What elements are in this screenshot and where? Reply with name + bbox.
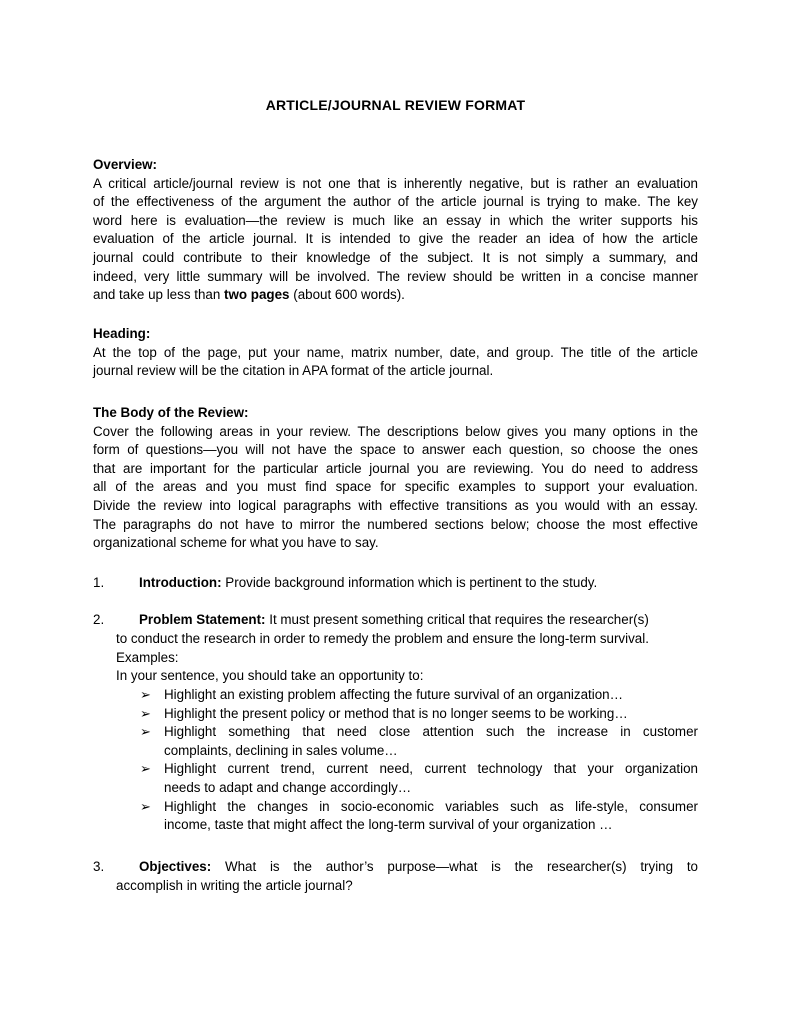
heading-line-2: journal review will be the citation in APA format of the article journal. (93, 363, 494, 379)
list-item (138, 705, 698, 724)
body-line-7: organizational scheme for what you have to say. (93, 535, 379, 551)
overview-line-3: word here is evaluation—the review is much like an essay in which the writer supports his (93, 212, 698, 228)
heading-section (93, 325, 698, 381)
body-line-1: Cover the following areas in your review. The descriptions below gives you many options in the (93, 423, 698, 439)
body-line-5: Divide the review into logical paragraphs with effective transitions as you would with an essay. (93, 497, 698, 513)
bullet-line: income, taste that might affect the long-term survival of your organization … (164, 817, 613, 833)
item-number: 2. (93, 612, 105, 627)
body-line-6: The paragraphs do not have to mirror the numbered sections below; choose the most effective (93, 516, 698, 532)
heading-line-1: At the top of the page, put your name, matrix number, date, and group. The title of the article (93, 344, 698, 360)
body-section (93, 404, 698, 553)
document-title: ARTICLE/JOURNAL REVIEW FORMAT (265, 97, 526, 113)
bullet-line: needs to adapt and change accordingly… (164, 779, 412, 795)
problem-statement-continuation (116, 630, 698, 686)
arrowhead-bullet-icon: ➢ (140, 705, 151, 721)
problem-cont-line-1: to conduct the research in order to remedy the problem and ensure the long-term survival. (116, 631, 649, 646)
item-body (139, 611, 649, 630)
list-item (138, 723, 698, 760)
item-number: 3. (93, 859, 105, 874)
body-line-3: that are important for the particular article journal you are reviewing. You do need to address (93, 460, 698, 476)
arrowhead-bullet-icon: ➢ (140, 798, 151, 814)
overview-last-pre: and take up less than (93, 287, 225, 303)
item-label: Problem Statement: (139, 612, 266, 627)
objectives-continuation (116, 877, 698, 896)
problem-cont-line-2: Examples: (116, 649, 179, 665)
bullet-line: Highlight the changes in socio-economic variables such as life-style, consumer (164, 798, 698, 814)
item-label: Introduction (139, 575, 218, 590)
bullet-line: Highlight current trend, current need, current technology that your organization (164, 761, 698, 777)
overview-section (93, 156, 698, 305)
overview-line-1: A critical article/journal review is not one that is inherently negative, but is rather an evaluation (93, 175, 698, 191)
overview-heading: Overview: (93, 157, 158, 172)
objectives-cont-line-1: accomplish in writing the article journal? (116, 878, 353, 893)
overview-line-2: of the effectiveness of the argument the author of the article journal is trying to make. The key (93, 194, 698, 210)
arrowhead-bullet-icon: ➢ (140, 687, 151, 702)
arrowhead-bullet-icon: ➢ (140, 761, 151, 777)
bullet-line: Highlight something that need close attention such the increase in customer (164, 724, 698, 740)
list-item (138, 686, 698, 705)
problem-bullet-list (138, 686, 698, 835)
item-body (139, 858, 698, 877)
bullet-line: Highlight an existing problem affecting the future survival of an organization… (164, 687, 624, 702)
overview-line-4: evaluation of the article journal. It is intended to give the reader an idea of how the article (93, 231, 698, 247)
item-text: It must present something critical that requires the researcher(s) (265, 612, 649, 627)
list-item (138, 798, 698, 835)
problem-cont-line-3: In your sentence, you should take an opportunity to: (116, 668, 424, 684)
body-line-4: all of the areas and you must find space for specific examples to support your evaluation. (93, 479, 698, 495)
item-label: Objectives: (139, 859, 212, 874)
item-body (139, 574, 597, 593)
item-text: What is the author’s purpose—what is the researcher(s) trying to (211, 859, 698, 874)
bullet-line: complaints, declining in sales volume… (164, 742, 398, 758)
overview-last-post: (about 600 words). (289, 287, 405, 303)
item-number: 1. (93, 575, 105, 590)
list-item (138, 760, 698, 797)
overview-last-bold: two pages (224, 287, 290, 303)
bullet-line: Highlight the present policy or method that is no longer seems to be working… (164, 705, 628, 721)
overview-line-6: indeed, very little summary will be involved. The review should be written in a concise manner (93, 268, 698, 284)
item-label-colon: : (217, 575, 222, 590)
overview-line-7 (93, 286, 698, 305)
heading-section-heading: Heading: (93, 326, 151, 341)
body-section-heading: The Body of the Review: (93, 405, 249, 420)
arrowhead-bullet-icon: ➢ (140, 724, 151, 740)
item-text: Provide background information which is pertinent to the study. (221, 575, 598, 590)
body-line-2: form of questions—you will not have the space to answer each question, so choose the ones (93, 442, 698, 458)
overview-line-5: journal could contribute to their knowledge of the subject. It is not simply a summary, and (93, 249, 698, 265)
